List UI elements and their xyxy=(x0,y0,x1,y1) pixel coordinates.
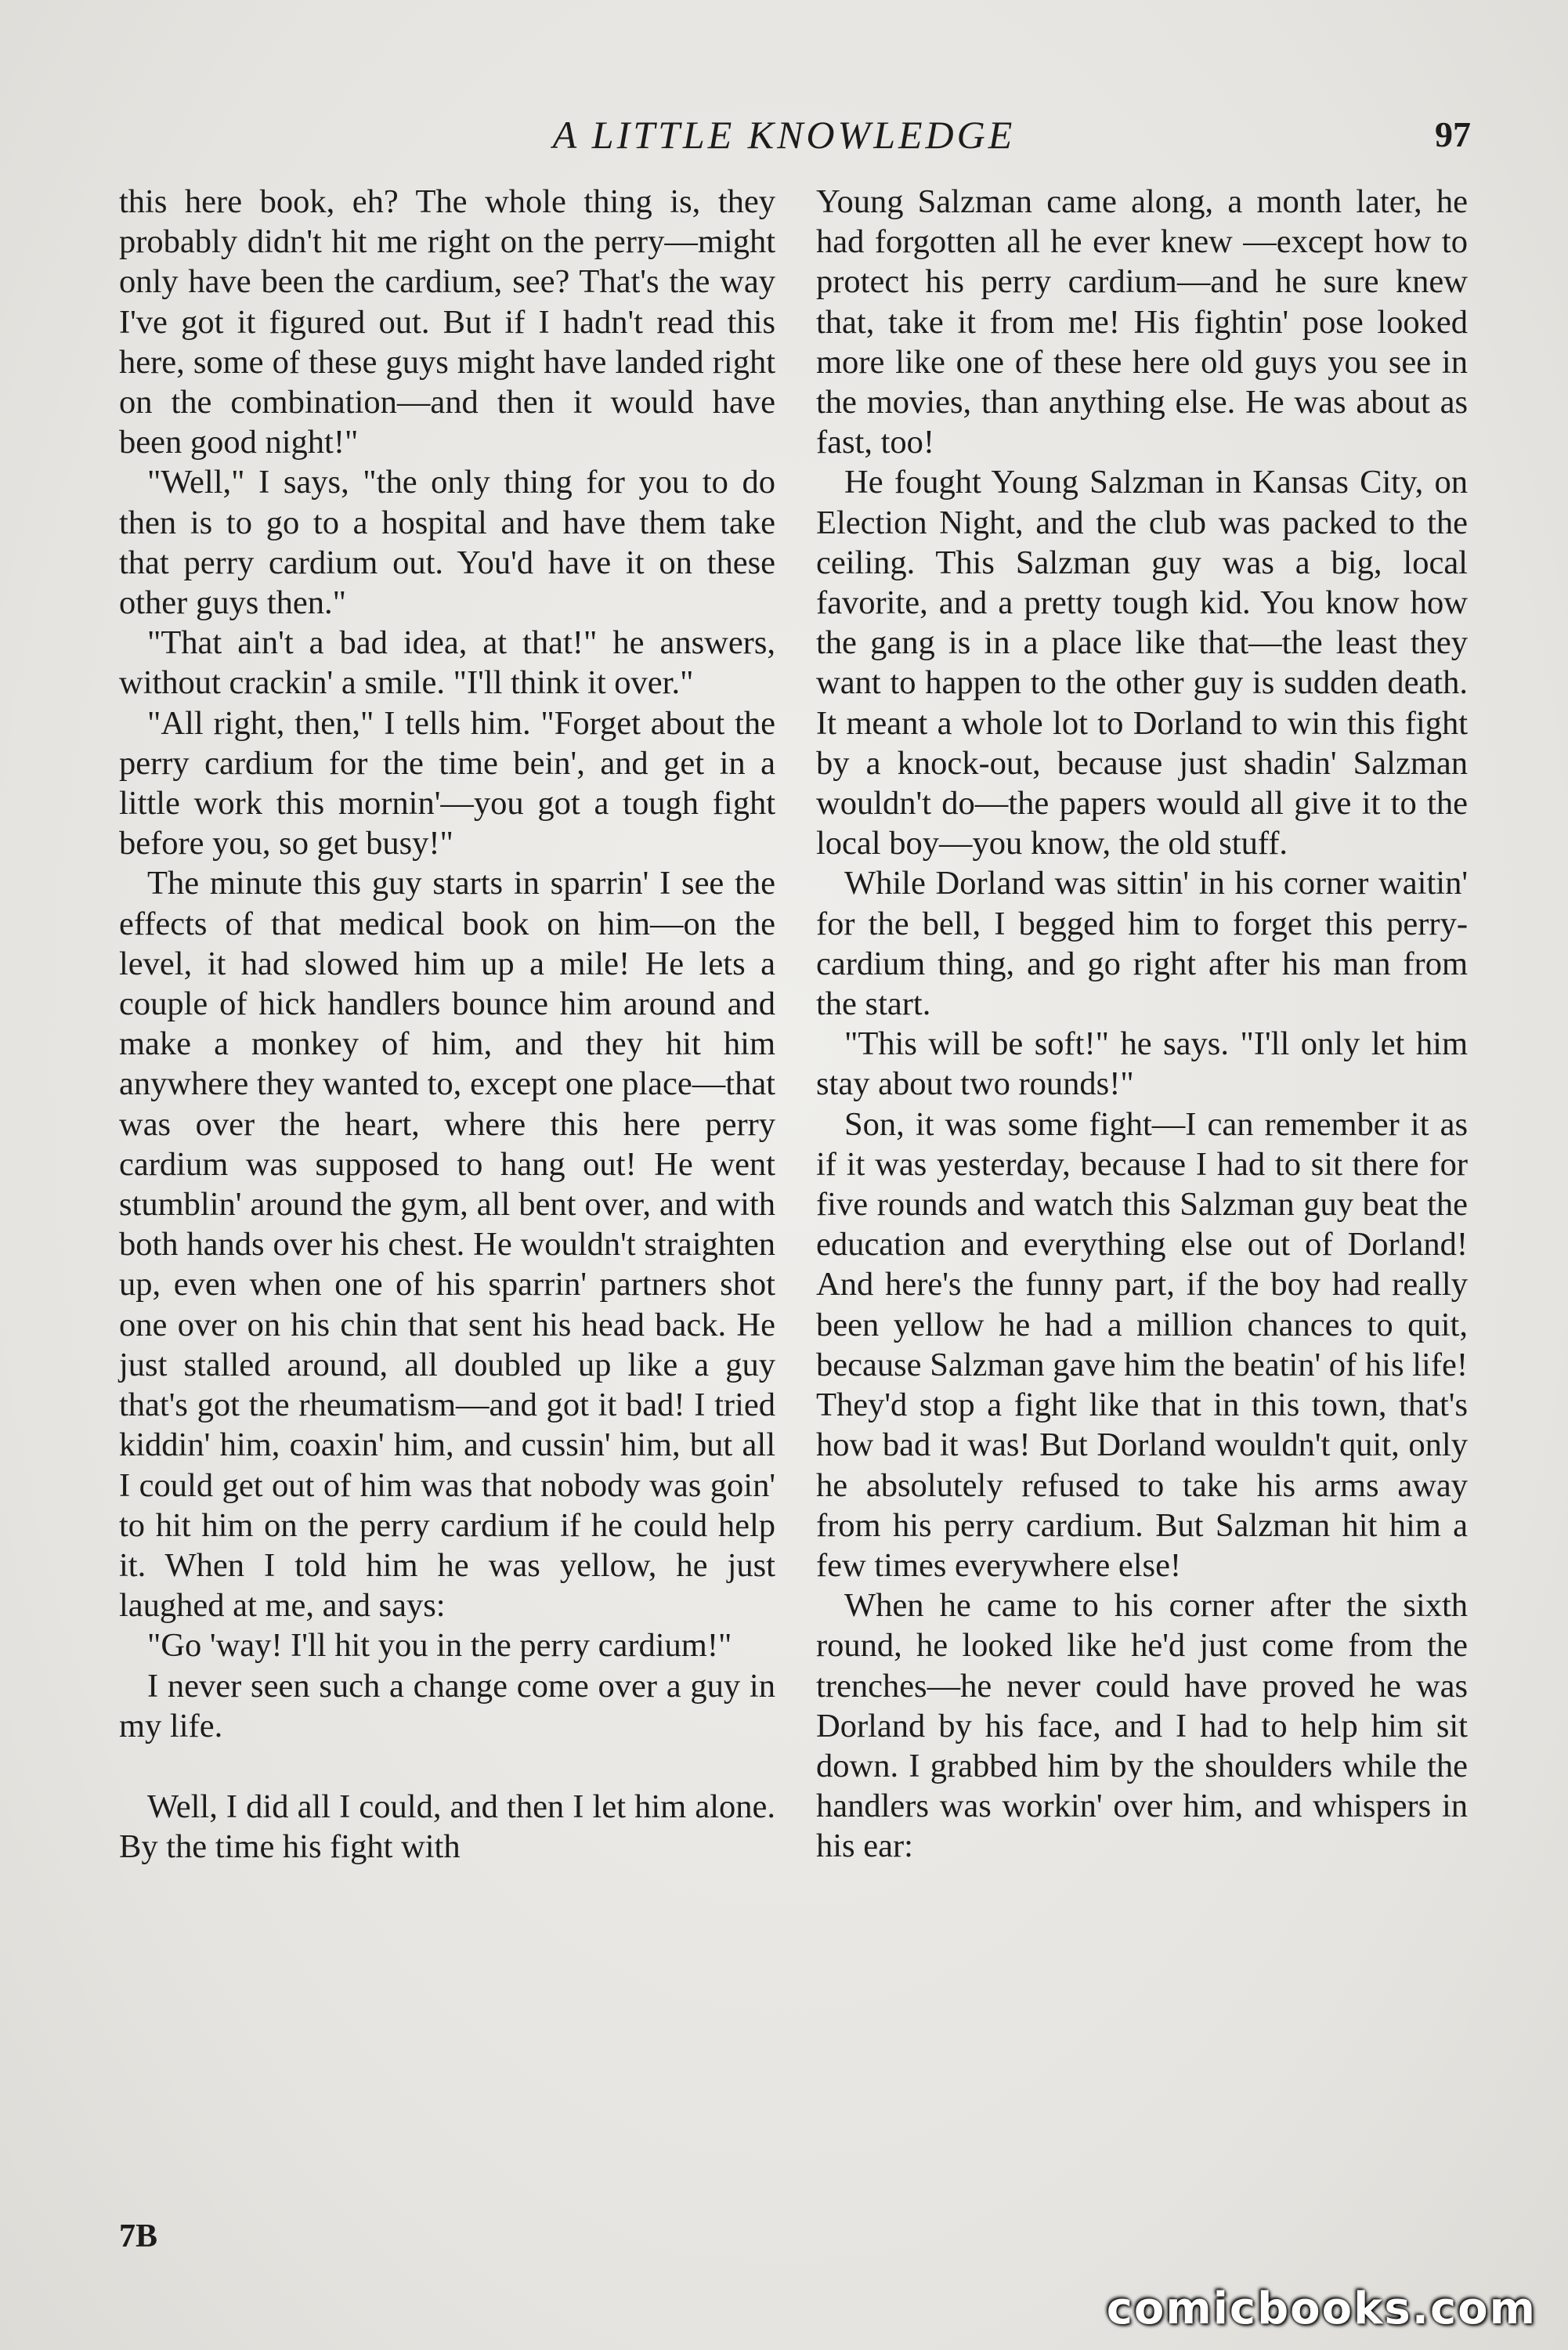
right-column xyxy=(816,182,1468,1867)
paragraph: He fought Young Salzman in Kansas City, on Election Night, and the club was packed to the ceiling. This Salzman guy was a big, local favorite, and a pretty tough kid. You know how the gang is in a place like that—the least they want to happen to the other guy is sudden death. It meant a whole lot to Dorland to win this fight by a knock-out, because just shadin' Salzman wouldn't do—the papers would all give it to the local boy—you know, the old stuff. xyxy=(816,464,1468,862)
paragraph: The minute this guy starts in sparrin' I see the effects of that medical book on him—on the level, it had slowed him up a mile! He lets a couple of hick handlers bounce him around and make a monkey of him, and they hit him anywhere they wanted to, except one place—that was over the heart, where this here perry cardium was supposed to hang out! He went stumblin' around the gym, all bent over, and with both hands over his chest. He wouldn't straighten up, even when one of his sparrin' partners shot one over on his chin that sent his head back. He just stalled around, all doubled up like a guy that's got the rheumatism—and got it bad! I tried kiddin' him, coaxin' him, and cussin' him, but all I could get out of him was that nobody was goin' to hit him on the perry cardium if he could help it. When I told him he was yellow, he just laughed at me, and says: xyxy=(119,865,775,1625)
paragraph: "Go 'way! I'll hit you in the perry cardium!" xyxy=(147,1627,732,1665)
paragraph: Well, I did all I could, and then I let him alone. By the time his fight with xyxy=(119,1788,775,1866)
running-title: A LITTLE KNOWLEDGE xyxy=(552,113,1016,157)
paragraph: When he came to his corner after the sixth round, he looked like he'd just come from the trenches—he never could have proved he was Dorland by his face, and I had to help him sit down. I grabbed him by the shoulders while the handlers was workin' over him, and whispers in his ear: xyxy=(816,1587,1468,1865)
paragraph: Son, it was some fight—I can remember it as if it was yesterday, because I had to sit there for five rounds and watch this Salzman guy beat the education and everything else out of Dorland! And here's the funny part, if the boy had really been yellow he had a million chances to quit, because Salzman gave him the beatin' of his life! They'd stop a fight like that in this town, that's how bad it was! But Dorland wouldn't quit, only he absolutely refused to take his arms away from his perry cardium. But Salzman hit him a few times everywhere else! xyxy=(816,1105,1468,1584)
paragraph: While Dorland was sittin' in his corner waitin' for the bell, I begged him to forget this perry-cardium thing, and go right after his man from the start. xyxy=(816,865,1468,1023)
paragraph: Young Salzman came along, a month later, he had forgotten all he ever knew —except how to protect his perry cardium—and he sure knew that, take it from me! His fightin' pose looked more like one of these here old guys you see in the movies, than anything else. He was about as fast, too! xyxy=(816,183,1468,461)
paragraph: "Well," I says, "the only thing for you to do then is to go to a hospital and have them take that perry cardium out. You'd have it on these other guys then." xyxy=(119,464,775,622)
paragraph: I never seen such a change come over a guy in my life. xyxy=(119,1667,775,1744)
watermark: comicbooks.com xyxy=(1106,2283,1537,2334)
paragraph: "All right, then," I tells him. "Forget about the perry cardium for the time bein', and get in a little work this mornin'—you got a tough fight before you, so get busy!" xyxy=(119,704,775,862)
page-number: 97 xyxy=(1435,114,1471,154)
left-column xyxy=(119,182,775,1867)
paragraph: "This will be soft!" he says. "I'll only let him stay about two rounds!" xyxy=(816,1025,1468,1103)
paragraph: this here book, eh? The whole thing is, they probably didn't hit me right on the perry—might only have been the cardium, see? That's the way I've got it figured out. But if I hadn't read this here, some of these guys might have landed right on the combination—and then it would have been good night!" xyxy=(119,183,775,461)
signature-mark: 7B xyxy=(119,2218,158,2254)
paragraph: "That ain't a bad idea, at that!" he answers, without crackin' a smile. "I'll think it over." xyxy=(119,624,775,702)
